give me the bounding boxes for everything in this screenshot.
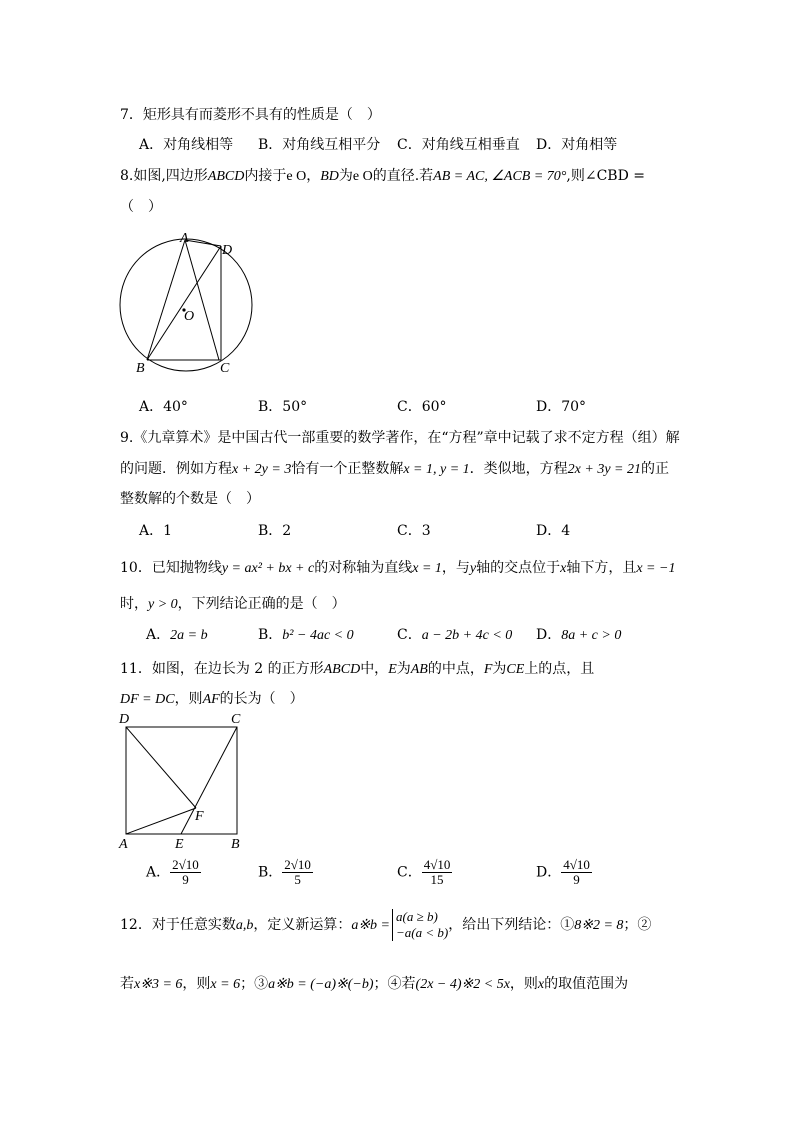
- q11-option-a: A． $\frac{2√10}{9}$: [146, 857, 199, 887]
- q8-circle-figure: [110, 228, 270, 378]
- label-d: D: [119, 712, 130, 727]
- q10-line1: 10．已知抛物线y = ax² + bx + c的对称轴为直线x = 1，与y轴的交点位于x轴下方，且x = −1: [120, 560, 676, 576]
- q10-option-a: A．2a = b: [146, 627, 208, 643]
- piecewise-cases: a(a ≥ b) −a(a < b): [392, 909, 448, 941]
- q9-line3: 整数解的个数是（ ）: [120, 491, 260, 507]
- q11-option-d: D． $\frac{4√10}{9}$: [536, 857, 590, 887]
- segment-ab: [147, 240, 185, 360]
- segment-df: [126, 727, 196, 808]
- q8-option-c: C．60°: [397, 399, 447, 415]
- square-abcd: [126, 727, 237, 834]
- fraction: $\frac{4√10}{15}$: [423, 857, 451, 887]
- q11-line1: 11．如图，在边长为 2 的正方形ABCD中，E为AB的中点，F为CE上的点，且: [120, 661, 595, 677]
- q9-line2: 的问题．例如方程x + 2y = 3恰有一个正整数解x = 1, y = 1．类似地，方程2x + 3y = 21的正: [120, 461, 669, 477]
- q7-option-b: B．对角线互相平分: [258, 137, 381, 153]
- segment-af: [126, 808, 196, 834]
- label-c: C: [231, 712, 241, 727]
- segment-bd-diameter: [147, 246, 221, 360]
- q7-stem: 7．矩形具有而菱形不具有的性质是（ ）: [120, 107, 381, 123]
- q8-option-a: A．40°: [139, 399, 188, 415]
- q9-option-c: C．3: [397, 523, 431, 539]
- q12-line1: 12．对于任意实数a,b，定义新运算：a※b = a(a ≥ b) −a(a < b) ，给出下列结论：①8※2 = 8；②: [120, 909, 652, 940]
- label-e: E: [175, 837, 184, 852]
- q10-option-d: D．8a + c > 0: [536, 627, 622, 643]
- q10-option-b: B．b² − 4ac < 0: [258, 627, 354, 643]
- q7-option-c: C．对角线互相垂直: [397, 137, 520, 153]
- q10-option-c: C．a − 2b + 4c < 0: [397, 627, 513, 643]
- segment-ce: [181, 727, 237, 834]
- q8-answer-paren: （ ）: [120, 199, 162, 215]
- fraction: $\frac{2√10}{5}$: [284, 857, 311, 887]
- q11-option-b: B． $\frac{2√10}{5}$: [258, 857, 311, 887]
- label-f: F: [195, 809, 204, 824]
- label-a: A: [180, 231, 189, 246]
- q11-option-c: C． $\frac{4√10}{15}$: [397, 857, 451, 887]
- q8-option-d: D．70°: [536, 399, 587, 415]
- fraction: $\frac{2√10}{9}$: [172, 857, 199, 887]
- q10-line2: 时，y > 0，下列结论正确的是（ ）: [120, 596, 346, 612]
- q9-option-a: A．1: [139, 523, 173, 539]
- q8-stem-line1: 8.如图,四边形ABCD内接于e O，BD为e O的直径.若AB = AC, ∠ACB = 70°,则∠CBD =: [120, 168, 645, 184]
- q11-line2: DF = DC，则AF的长为（ ）: [120, 691, 304, 707]
- q9-option-d: D．4: [536, 523, 571, 539]
- label-o: O: [184, 309, 195, 324]
- q8-option-b: B．50°: [258, 399, 308, 415]
- q9-option-b: B．2: [258, 523, 292, 539]
- label-c: C: [220, 361, 230, 376]
- label-d: D: [222, 243, 233, 258]
- q9-line1: 9.《九章算术》是中国古代一部重要的数学著作，在“方程”章中记载了求不定方程（组）解: [120, 430, 680, 446]
- fraction: $\frac{4√10}{9}$: [563, 857, 590, 887]
- label-b: B: [231, 837, 240, 852]
- q11-square-figure: [115, 708, 255, 853]
- segment-ac: [185, 240, 219, 360]
- label-a: A: [119, 837, 128, 852]
- label-b: B: [136, 361, 145, 376]
- q12-line2: 若x※3 = 6，则x = 6；③a※b = (−a)※(−b)；④若(2x − 4)※2 < 5x，则x的取值范围为: [120, 976, 629, 992]
- circle-o: [120, 239, 252, 371]
- q7-option-a: A．对角线相等: [139, 137, 234, 153]
- q7-option-d: D．对角相等: [536, 137, 618, 153]
